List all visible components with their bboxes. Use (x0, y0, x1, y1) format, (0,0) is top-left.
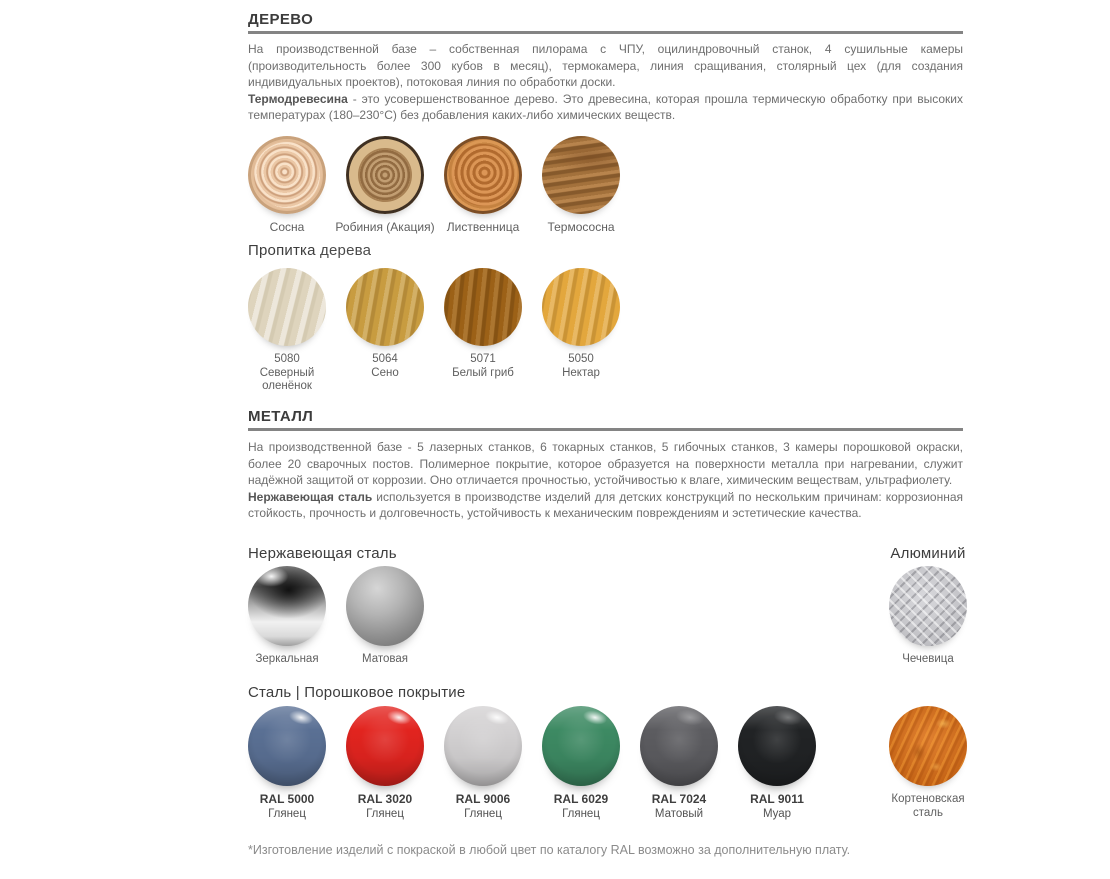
swatch-code: 5050 (568, 353, 594, 365)
swatch-label: Лиственница (446, 220, 520, 234)
ral-code: RAL 7024 (651, 792, 707, 806)
swatch-name: Нектар (562, 366, 600, 379)
powder-row (248, 706, 963, 821)
impregnation-heading (248, 242, 963, 259)
metal-paragraph-text: На производственной базе - 5 лазерных станков, 6 токарных станков, 5 гибочных станков, 3 камеры порошковой окраски, более 20 сварочных постов. Полимерное покрытие, которое образуется на поверхности металла при нагревании, служит надёжной защитой от коррозии. Оно отличается прочностью, устойчивостью к влаге, химическим веществам, ультрафиолету. (248, 440, 963, 488)
aluminum-cell (886, 566, 970, 667)
swatch-ral-7024 (640, 706, 718, 786)
wood-section-title: ДЕРЕВО (248, 11, 314, 28)
swatch-5071 (444, 268, 522, 346)
swatch-name: Сено (371, 366, 399, 379)
wood-paragraph-text: На производственной базе – собственная пилорама с ЧПУ, оцилиндровочный станок, 4 сушильные камеры (производительность более 300 кубов в месяц), термокамера, линия сращивания, столярный цех (для создания индивидуальных проектов), потоковая линия по обработки доски. (248, 42, 963, 90)
swatch-label (750, 793, 804, 821)
stainless-cell (346, 566, 424, 667)
wood-paragraph (248, 41, 963, 124)
swatch-thermopine (542, 136, 620, 214)
aluminum-heading: Алюминий (890, 545, 966, 562)
ral-finish: Муар (762, 807, 792, 820)
swatch-ral-5000 (248, 706, 326, 786)
swatch-label (248, 353, 326, 394)
swatch-name: Северный оленёнок (259, 366, 315, 392)
footnote: *Изготовление изделий с покраской в любой цвет по каталогу RAL возможно за дополнительную плату. (248, 843, 851, 857)
swatch-robinia (346, 136, 424, 214)
swatch-label: Зеркальная (255, 653, 319, 665)
wood-section-divider (248, 31, 963, 34)
ral-code: RAL 5000 (259, 792, 315, 806)
metal-paragraph (248, 439, 963, 522)
powder-cell (738, 706, 816, 821)
wood-species-row (248, 136, 963, 235)
swatch-ral-6029 (542, 706, 620, 786)
swatch-corten-steel (889, 706, 967, 786)
corten-cell (886, 706, 970, 820)
wood-species-cell (444, 136, 522, 235)
stainless-description: используется в производстве изделий для детских конструкций по нескольким причинам: коррозионная стойкость, прочность и долговечность, устойчивость к механическим повреждениям и эстетические качества. (248, 489, 963, 521)
powder-cell (444, 706, 522, 821)
impregnation-cell (444, 268, 522, 394)
ral-code: RAL 6029 (553, 792, 609, 806)
swatch-name: Белый гриб (452, 366, 514, 379)
metal-section-title: МЕТАЛЛ (248, 408, 314, 425)
swatch-label (456, 793, 510, 821)
ral-code: RAL 3020 (357, 792, 413, 806)
swatch-pine (248, 136, 326, 214)
thermowood-term: Термодревесина (248, 91, 348, 106)
swatch-label (452, 353, 514, 380)
swatch-code: 5071 (470, 353, 496, 365)
powder-cell (346, 706, 424, 821)
impregnation-cell (346, 268, 424, 394)
ral-finish: Глянец (562, 807, 600, 820)
swatch-label: Чечевица (902, 653, 954, 665)
swatch-label: Термососна (547, 220, 615, 234)
swatch-label (652, 793, 706, 821)
swatch-ral-3020 (346, 706, 424, 786)
swatch-label (260, 793, 314, 821)
swatch-label: Робиния (Акация) (335, 220, 435, 234)
stainless-row (248, 566, 963, 667)
powder-heading: Сталь | Порошковое покрытие (248, 684, 466, 701)
powder-cell (248, 706, 326, 821)
ral-finish: Матовый (654, 807, 704, 820)
thermowood-description: - это усовершенствованное дерево. Это древесина, которая прошла термическую обработку при высоких температурах (180–230°С) без добавления каких-либо химических веществ. (248, 91, 963, 123)
swatch-checker-plate (889, 566, 967, 646)
impregnation-row (248, 268, 963, 394)
ral-finish: Глянец (366, 807, 404, 820)
swatch-matte-steel (346, 566, 424, 646)
swatch-5064 (346, 268, 424, 346)
stainless-term: Нержавеющая сталь (248, 489, 373, 504)
swatch-5080 (248, 268, 326, 346)
metal-subheadings (248, 545, 966, 563)
impregnation-heading-main: Пропитка (248, 242, 316, 259)
swatch-ral-9011 (738, 706, 816, 786)
wood-species-cell (248, 136, 326, 235)
stainless-heading: Нержавеющая сталь (248, 545, 397, 562)
swatch-code: 5064 (372, 353, 398, 365)
swatch-larch (444, 136, 522, 214)
swatch-label (358, 793, 412, 821)
swatch-label (562, 353, 600, 380)
impregnation-cell (248, 268, 326, 394)
metal-section-divider (248, 428, 963, 431)
swatch-label: Сосна (269, 220, 305, 234)
powder-cell (640, 706, 718, 821)
wood-species-cell (542, 136, 620, 235)
powder-cell (542, 706, 620, 821)
swatch-mirror-steel (248, 566, 326, 646)
swatch-code: 5080 (274, 353, 300, 365)
swatch-label: Кортеновская сталь (891, 793, 965, 819)
swatch-ral-9006 (444, 706, 522, 786)
ral-finish: Глянец (464, 807, 502, 820)
ral-code: RAL 9006 (455, 792, 511, 806)
swatch-label: Матовая (362, 653, 408, 665)
impregnation-cell (542, 268, 620, 394)
wood-species-cell (335, 136, 435, 235)
ral-code: RAL 9011 (750, 792, 804, 806)
swatch-label (371, 353, 398, 380)
stainless-cell (248, 566, 326, 667)
swatch-5050 (542, 268, 620, 346)
ral-finish: Глянец (268, 807, 306, 820)
swatch-label (554, 793, 608, 821)
impregnation-heading-rest: дерева (315, 242, 372, 259)
